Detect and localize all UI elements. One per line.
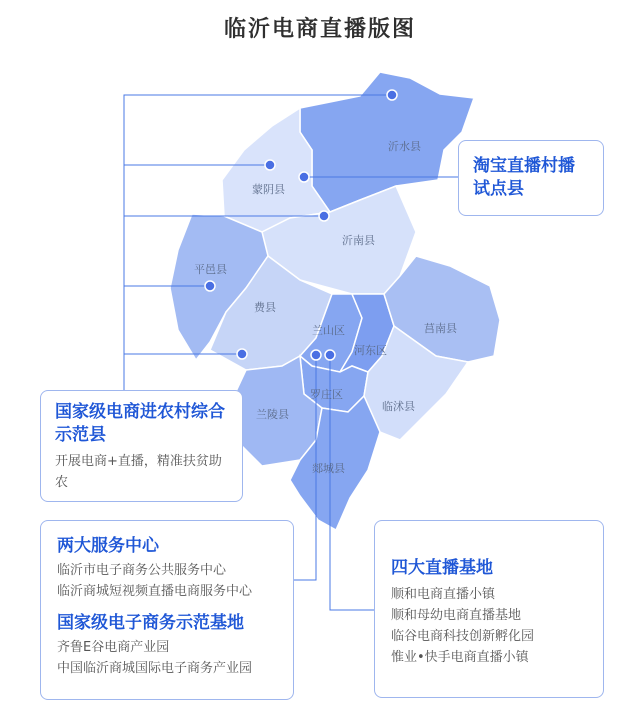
label-lanling: 兰陵县 — [256, 408, 289, 421]
national-county-card — [40, 390, 243, 502]
service-heading: 两大服务中心 — [57, 536, 159, 556]
national-county-desc: 开展电商+直播，精准扶贫助农 — [55, 454, 222, 490]
dot-pingyi — [205, 281, 215, 291]
label-junan: 莒南县 — [424, 322, 457, 335]
label-tancheng: 郯城县 — [312, 462, 345, 475]
demo-base-item-2: 中国临沂商城国际电子商务产业园 — [57, 661, 253, 676]
dot-yishui — [387, 90, 397, 100]
label-hedong: 河东区 — [354, 344, 387, 357]
dot-feixian — [237, 349, 247, 359]
demo-base-item-1: 齐鲁E谷电商产业园 — [57, 640, 170, 655]
taobao-card — [458, 140, 604, 216]
live-base-item-4: 惟业•快手电商直播小镇 — [391, 650, 529, 665]
label-mengyin: 蒙阴县 — [252, 183, 285, 196]
national-county-heading: 国家级电商进农村综合示范县 — [55, 402, 225, 445]
live-base-item-3: 临谷电商科技创新孵化园 — [391, 629, 535, 644]
service-center-card — [40, 520, 294, 700]
live-bases-heading: 四大直播基地 — [391, 558, 493, 578]
dot-taobao — [299, 172, 309, 182]
live-base-item-2: 顺和母幼电商直播基地 — [391, 608, 522, 623]
label-feixian: 费县 — [254, 301, 276, 314]
label-linshu: 临沭县 — [382, 400, 415, 413]
dot-lanshan-2 — [325, 350, 335, 360]
taobao-card-heading: 淘宝直播村播试点县 — [473, 156, 575, 199]
demo-base-heading: 国家级电子商务示范基地 — [57, 613, 244, 633]
label-yinan: 沂南县 — [342, 234, 375, 247]
service-item-2: 临沂商城短视频直播电商服务中心 — [57, 584, 253, 599]
label-lanshan: 兰山区 — [312, 324, 345, 337]
label-yishui: 沂水县 — [388, 140, 421, 153]
label-luozhuang: 罗庄区 — [310, 388, 343, 401]
live-base-item-1: 顺和电商直播小镇 — [391, 587, 496, 602]
live-bases-card — [374, 520, 604, 698]
dot-lanshan-1 — [311, 350, 321, 360]
dot-yinan — [319, 211, 329, 221]
service-item-1: 临沂市电子商务公共服务中心 — [57, 563, 227, 578]
dot-mengyin — [265, 160, 275, 170]
label-pingyi: 平邑县 — [194, 263, 227, 276]
page-title: 临沂电商直播版图 — [223, 17, 416, 42]
